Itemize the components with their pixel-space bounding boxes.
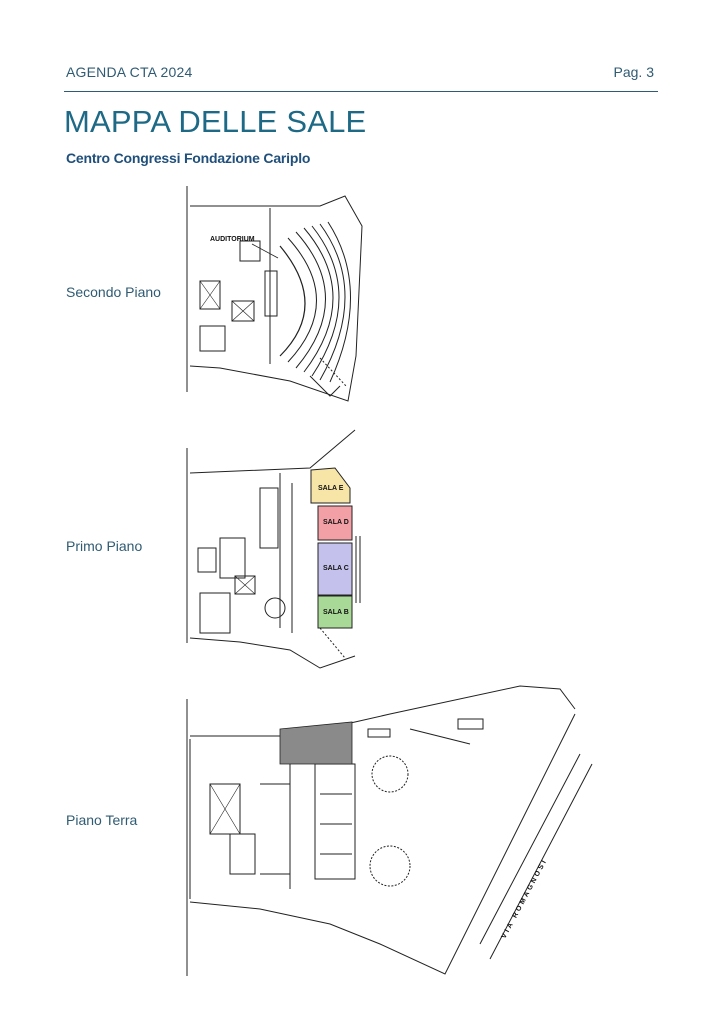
sala-e-label: SALA E: [318, 485, 344, 492]
floor-label-secondo-piano: Secondo Piano: [66, 284, 161, 300]
document-title: AGENDA CTA 2024: [66, 64, 193, 80]
auditorium-label: AUDITORIUM: [210, 236, 255, 243]
street-label-via-romagnosi: VIA ROMAGNOSI: [500, 857, 549, 940]
header-divider: [64, 91, 658, 92]
sala-c-label: SALA C: [323, 565, 349, 572]
sala-b-label: SALA B: [323, 609, 349, 616]
floor-plan-primo-piano: [180, 428, 370, 674]
floor-label-primo-piano: Primo Piano: [66, 538, 143, 554]
floor-plan-secondo-piano: [180, 186, 370, 414]
page-number: Pag. 3: [613, 64, 654, 80]
floor-plan-piano-terra: [180, 684, 600, 980]
sala-d-label: SALA D: [323, 519, 349, 526]
venue-subtitle: Centro Congressi Fondazione Cariplo: [66, 150, 311, 166]
floor-label-piano-terra: Piano Terra: [66, 812, 138, 828]
page-title: MAPPA DELLE SALE: [64, 104, 367, 139]
